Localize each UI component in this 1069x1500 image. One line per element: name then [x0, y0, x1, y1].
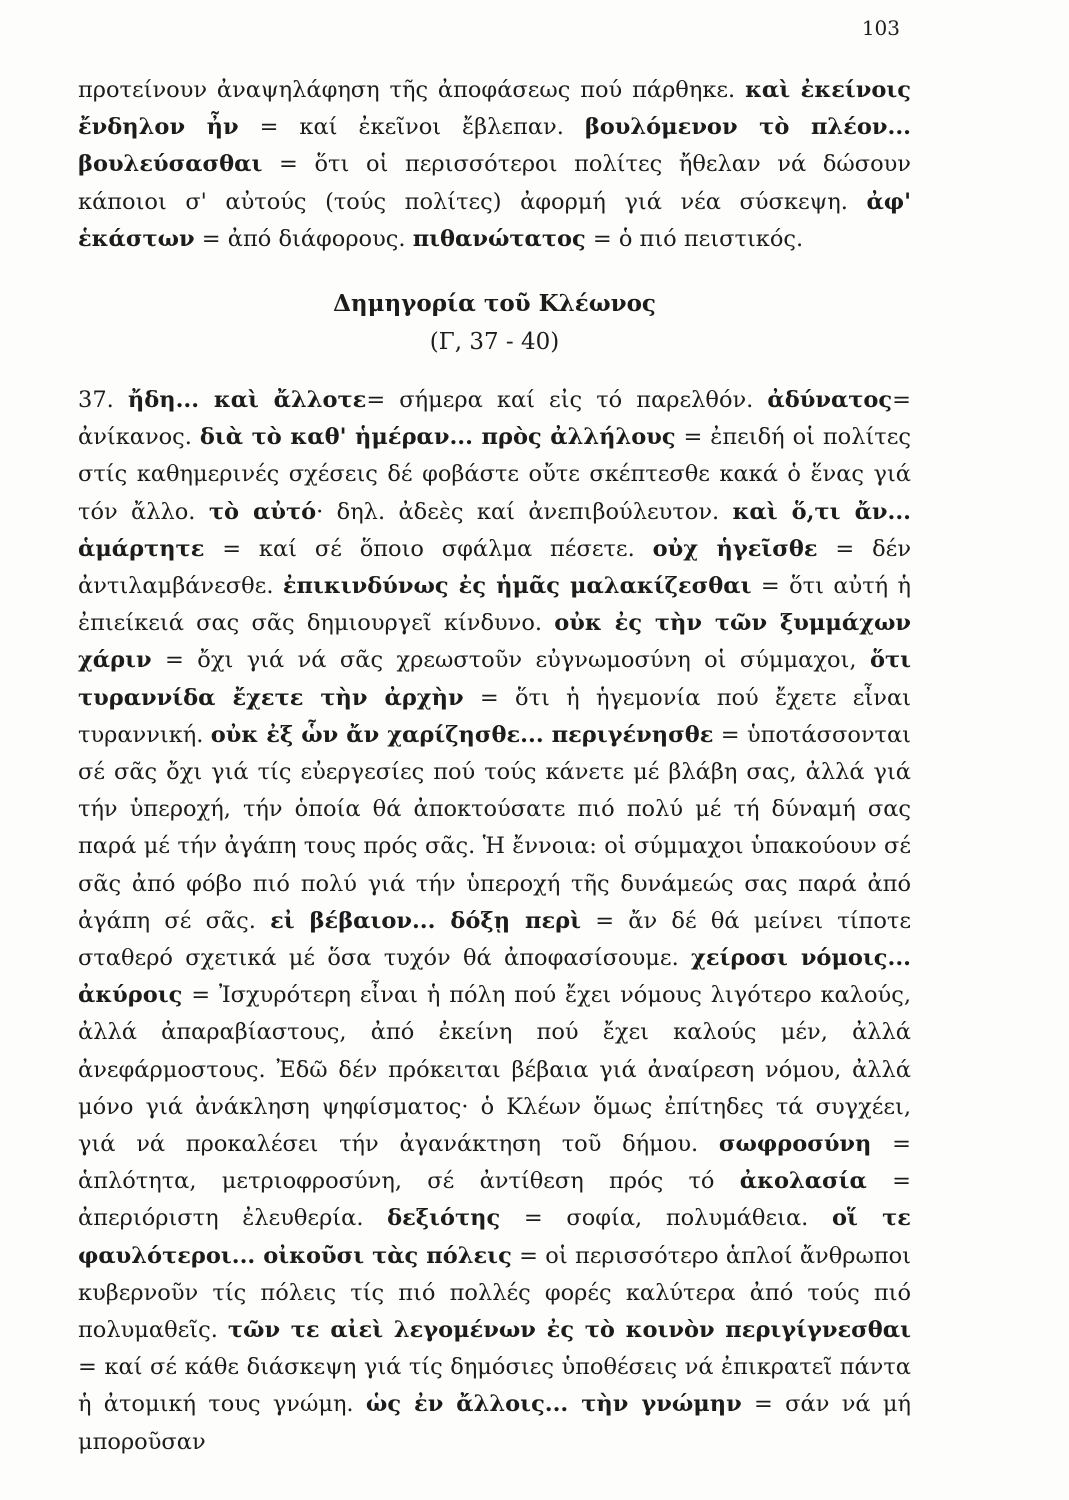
- gloss-text: = οἱ περισσότερο ἁπλοί ἄνθρωποι κυβερνοῦν τίς πόλεις τίς πιό πολλές φορές καλύτερα ἀπό τούς πιό πολυμαθεῖς.: [78, 1242, 911, 1344]
- glossed-term: τὸ αὐτό: [208, 498, 317, 525]
- gloss-text: = ὁ πιό πειστικός.: [585, 225, 804, 252]
- gloss-text: προτείνουν ἀναψηλάφηση τῆς ἀποφάσεως πού πάρθηκε.: [78, 77, 746, 103]
- commentary-paragraph: [78, 382, 911, 1461]
- gloss-text: = Ἰσχυρότερη εἶναι ἡ πόλη πού ἔχει νόμους λιγότερο καλούς, ἀλλά ἀπαραβίαστους, ἀπό ἐκείνη πού ἔχει καλούς μέν, ἀλλά ἀνεφάρμοστους. Ἐδῶ δέν πρόκειται βέβαια γιά ἀναίρεση νόμου, ἀλλά μόνο γιά ἀνάκληση ψηφίσματος· ὁ Κλέων ὅμως ἐπίτηδες τά συγχέει, γιά νά προκαλέσει τήν ἀγανάκτηση τοῦ δήμου.: [78, 982, 911, 1158]
- glossed-term: χείροσι νόμοις... ἀκύροις: [78, 945, 912, 1009]
- glossed-term: καὶ ἐκείνοις ἔνδηλον ἦν: [78, 77, 911, 141]
- gloss-text: 37.: [78, 387, 128, 413]
- section-title: Δημηγορία τοῦ Κλέωνος: [333, 290, 656, 317]
- glossed-term: οὐχ ἡγεῖσθε: [652, 535, 818, 562]
- glossed-term: πιθανώτατος: [412, 225, 586, 252]
- gloss-text: = ὅτι αὐτή ἡ ἐπιείκειά σας σᾶς δημιουργεῖ κίνδυνο.: [78, 573, 911, 637]
- glossed-term: ὡς ἐν ἄλλοις... τὴν γνώμην: [365, 1391, 742, 1418]
- gloss-text: = ἁπλότητα, μετριοφροσύνη, σέ ἀντίθεση πρός τό: [78, 1131, 911, 1195]
- gloss-text: = ἀνίκανος.: [78, 387, 911, 451]
- gloss-text: = ὅτι ἡ ἡγεμονία πού ἔχετε εἶναι τυραννική.: [78, 684, 911, 748]
- glossed-term: καὶ ὅ,τι ἄν... ἁμάρτητε: [78, 498, 912, 562]
- glossed-term: οἵ τε φαυλότεροι... οἰκοῦσι τὰς πόλεις: [78, 1205, 911, 1269]
- glossed-term: ἤδη... καὶ ἄλλοτε: [127, 387, 367, 413]
- glossed-term: σωφροσύνη: [718, 1131, 872, 1158]
- glossed-term: ἀκολασία: [739, 1168, 867, 1195]
- gloss-text: = δέν ἀντιλαμβάνεσθε.: [78, 535, 911, 600]
- glossed-term: οὐκ ἐξ ὧν ἄν χαρίζησθε... περιγένησθε: [210, 721, 714, 748]
- gloss-text: = ὄχι γιά νά σᾶς χρεωστοῦν εὐγνωμοσύνη οἱ σύμμαχοι,: [151, 647, 870, 674]
- gloss-text: = σοφία, πολυμάθεια.: [500, 1205, 832, 1232]
- gloss-text: = καί ἐκεῖνοι ἔβλεπαν.: [238, 114, 585, 141]
- glossed-term: βουλόμενον τὸ πλέον... βουλεύσασθαι: [78, 114, 912, 178]
- gloss-text: = καί σέ κάθε διάσκεψη γιά τίς δημόσιες ὑποθέσεις νά ἐπικρατεῖ πάντα ἡ ἀτομική τους γνώμη.: [78, 1354, 911, 1418]
- glossed-term: τῶν τε αἰεὶ λεγομένων ἐς τὸ κοινὸν περιγίγνεσθαι: [227, 1317, 911, 1344]
- gloss-text: = ὑποτάσσονται σέ σᾶς ὄχι γιά τίς εὐεργεσίες πού τούς κάνετε μέ βλάβη σας, ἀλλά γιά τήν ὑπεροχή, τήν ὁποία θά ἀποκτούσατε πιό πολύ μέ τή δύναμή σας παρά μέ τήν ἀγάπη τους πρός σᾶς. Ἡ ἔννοια: οἱ σύμμαχοι ὑπακούουν σέ σᾶς ἀπό φόβο πιό πολύ γιά τήν ὑπεροχή τῆς δυνάμεώς σας παρά ἀπό ἀγάπη σέ σᾶς.: [78, 721, 912, 934]
- glossed-term: οὐκ ἐς τὴν τῶν ξυμμάχων χάριν: [78, 610, 911, 674]
- glossed-term: ἐπικινδύνως ἐς ἡμᾶς μαλακίζεσθαι: [282, 573, 752, 600]
- gloss-text: · δηλ. ἀδεὲς καί ἀνεπιβούλευτον.: [316, 498, 733, 525]
- glossed-term: ἀφ' ἑκάστων: [78, 188, 911, 252]
- gloss-text: = ἐπειδή οἱ πολίτες στίς καθημερινές σχέσεις δέ φοβάστε οὔτε σκέπτεσθε κακά ὁ ἕνας γιά τόν ἄλλο.: [78, 424, 911, 525]
- glossed-term: διὰ τὸ καθ' ἡμέραν... πρὸς ἀλλήλους: [199, 424, 676, 451]
- page-number: 103: [861, 16, 900, 40]
- gloss-text: = σήμερα καί εἰς τό παρελθόν.: [366, 387, 768, 413]
- glossed-term: εἰ βέβαιον... δόξῃ περὶ: [270, 907, 581, 934]
- glossed-term: ἀδύνατος: [767, 387, 893, 413]
- glossed-term: δεξιότης: [387, 1205, 501, 1232]
- gloss-text: = ἀπεριόριστη ἐλευθερία.: [78, 1168, 911, 1232]
- gloss-text: = σάν νά μή μποροῦσαν: [78, 1391, 911, 1455]
- gloss-text: = ἀπό διάφορους.: [194, 225, 413, 252]
- gloss-text: = ὅτι οἱ περισσότεροι πολίτες ἤθελαν νά δώσουν κάποιοι σ' αὐτούς (τούς πολίτες) ἀφορμή γιά νέα σύσκεψη.: [78, 151, 911, 215]
- intro-paragraph: [78, 72, 911, 258]
- glossed-term: ὅτι τυραννίδα ἔχετε τὴν ἀρχὴν: [78, 647, 911, 711]
- gloss-text: = καί σέ ὅποιο σφάλμα πέσετε.: [204, 535, 653, 562]
- gloss-text: = ἄν δέ θά μείνει τίποτε σταθερό σχετικά μέ ὅσα τυχόν θά ἀποφασίσουμε.: [78, 907, 911, 972]
- section-reference: (Γ, 37 - 40): [429, 329, 560, 355]
